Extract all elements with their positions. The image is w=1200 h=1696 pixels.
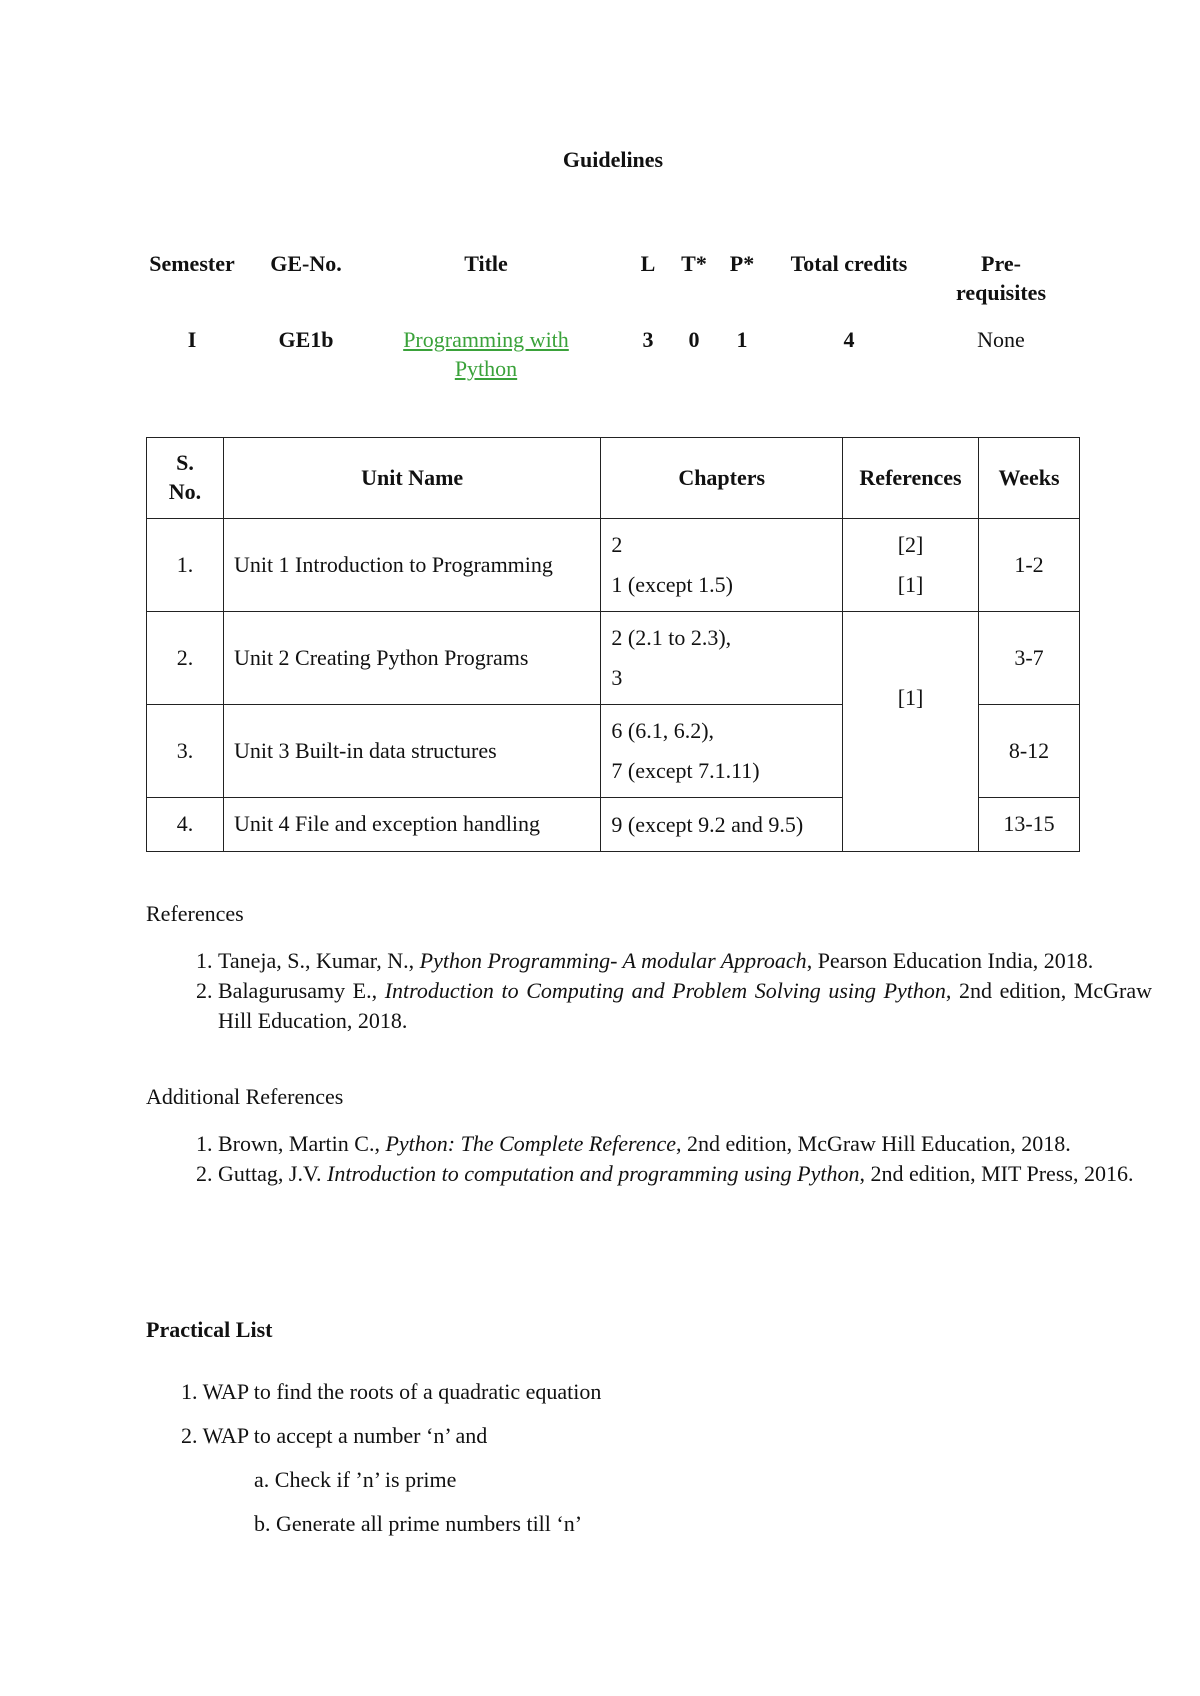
header-prerequisites	[936, 250, 1066, 307]
reference-item	[218, 946, 1152, 976]
value-ge-no: GE1b	[278, 327, 334, 352]
header-total-credits: Total credits	[790, 251, 908, 276]
reference-authors: Balagurusamy E.,	[218, 978, 385, 1003]
chapter-line: 2	[611, 532, 623, 557]
references-heading: References	[146, 901, 244, 926]
value-semester: I	[187, 327, 197, 352]
cell-references	[843, 519, 979, 612]
chapter-line: 3	[611, 665, 623, 690]
document-page	[146, 0, 1152, 1696]
chapter-line: 2 (2.1 to 2.3),	[611, 625, 732, 650]
additional-references-list	[146, 1129, 1152, 1189]
value-t: 0	[688, 327, 700, 352]
reference-publisher: , 2nd edition, McGraw Hill Education, 2018.	[676, 1131, 1071, 1156]
reference-item	[218, 1129, 1152, 1159]
cell-chapters	[601, 612, 843, 705]
cell-unit: Unit 3 Built-in data structures	[223, 705, 600, 798]
value-l: 3	[642, 327, 654, 352]
cell-sno: 2.	[147, 612, 224, 705]
header-p: P*	[729, 251, 755, 276]
reference-authors: Taneja, S., Kumar, N.,	[218, 948, 420, 973]
cell-weeks: 1-2	[979, 519, 1080, 612]
practical-item	[181, 1378, 601, 1407]
cell-sno: 1.	[147, 519, 224, 612]
value-p: 1	[736, 327, 748, 352]
table-header-row	[147, 438, 1080, 519]
cell-weeks: 8-12	[979, 705, 1080, 798]
reference-item	[218, 1159, 1152, 1189]
reference-publisher: , Pearson Education India, 2018.	[806, 948, 1094, 973]
header-l: L	[640, 251, 656, 276]
th-chapters: Chapters	[601, 438, 843, 519]
value-total-credits: 4	[843, 327, 855, 352]
header-ge-no: GE-No.	[270, 251, 342, 276]
cell-sno: 3.	[147, 705, 224, 798]
cell-chapters	[601, 798, 843, 852]
practical-subitem	[254, 1466, 456, 1495]
chapter-line: 6 (6.1, 6.2),	[611, 718, 715, 743]
header-title: Title	[464, 251, 508, 276]
reference-book-title: Introduction to Computing and Problem Solving using Python	[384, 978, 946, 1003]
reference-item	[218, 976, 1152, 1036]
practical-subitem-letter: a.	[254, 1467, 270, 1492]
reference-line: [2]	[897, 532, 924, 557]
chapter-line: 9 (except 9.2 and 9.5)	[611, 811, 804, 837]
th-sno-line1: S.	[176, 450, 194, 476]
additional-references-heading: Additional References	[146, 1084, 344, 1109]
header-t: T*	[681, 251, 707, 276]
page-title: Guidelines	[562, 147, 664, 172]
table-row	[147, 612, 1080, 705]
practical-item-number: 1.	[181, 1379, 198, 1404]
th-sno-line2: No.	[168, 479, 202, 504]
th-unit-name: Unit Name	[223, 438, 600, 519]
cell-unit: Unit 4 File and exception handling	[223, 798, 600, 852]
reference-publisher: , 2nd edition, MIT Press, 2016.	[859, 1161, 1134, 1186]
reference-book-title: Introduction to computation and programming using Python	[327, 1161, 860, 1186]
practical-subitem	[254, 1510, 582, 1539]
units-table	[146, 437, 1080, 852]
practical-item-text: WAP to accept a number ‘n’ and	[202, 1423, 488, 1448]
cell-weeks: 3-7	[979, 612, 1080, 705]
reference-authors: Guttag, J.V.	[218, 1161, 327, 1186]
cell-unit: Unit 1 Introduction to Programming	[223, 519, 600, 612]
practical-item-number: 2.	[181, 1423, 198, 1448]
cell-weeks: 13-15	[979, 798, 1080, 852]
header-prereq-line2: requisites	[955, 279, 1047, 305]
course-title-line2[interactable]: Python	[454, 355, 518, 381]
practical-item-text: WAP to find the roots of a quadratic equation	[202, 1379, 602, 1404]
value-prerequisites: None	[977, 327, 1025, 352]
practical-list-heading: Practical List	[146, 1317, 273, 1342]
cell-unit: Unit 2 Creating Python Programs	[223, 612, 600, 705]
practical-subitem-text: Check if ’n’ is prime	[274, 1467, 457, 1492]
reference-authors: Brown, Martin C.,	[218, 1131, 386, 1156]
practical-subitem-letter: b.	[254, 1511, 271, 1536]
reference-publisher: , 2nd edition, McGraw Hill Education, 2018.	[218, 978, 1152, 1033]
practical-subitem-text: Generate all prime numbers till ‘n’	[276, 1511, 583, 1536]
cell-chapters	[601, 519, 843, 612]
th-weeks: Weeks	[979, 438, 1080, 519]
chapter-line: 1 (except 1.5)	[611, 572, 733, 597]
reference-book-title: Python: The Complete Reference	[385, 1131, 677, 1156]
cell-sno: 4.	[147, 798, 224, 852]
table-row	[147, 519, 1080, 612]
course-title-link[interactable]	[386, 326, 586, 383]
header-semester: Semester	[149, 251, 235, 276]
reference-book-title: Python Programming- A modular Approach	[419, 948, 807, 973]
references-list	[146, 946, 1152, 1036]
reference-line: [1]	[897, 572, 924, 597]
th-references: References	[843, 438, 979, 519]
practical-item	[181, 1422, 487, 1451]
th-sno	[147, 438, 224, 519]
course-title-line1[interactable]: Programming with	[403, 327, 569, 352]
cell-references-merged: [1]	[843, 612, 979, 852]
header-prereq-line1: Pre-	[981, 251, 1021, 276]
cell-chapters	[601, 705, 843, 798]
chapter-line: 7 (except 7.1.11)	[611, 758, 760, 783]
